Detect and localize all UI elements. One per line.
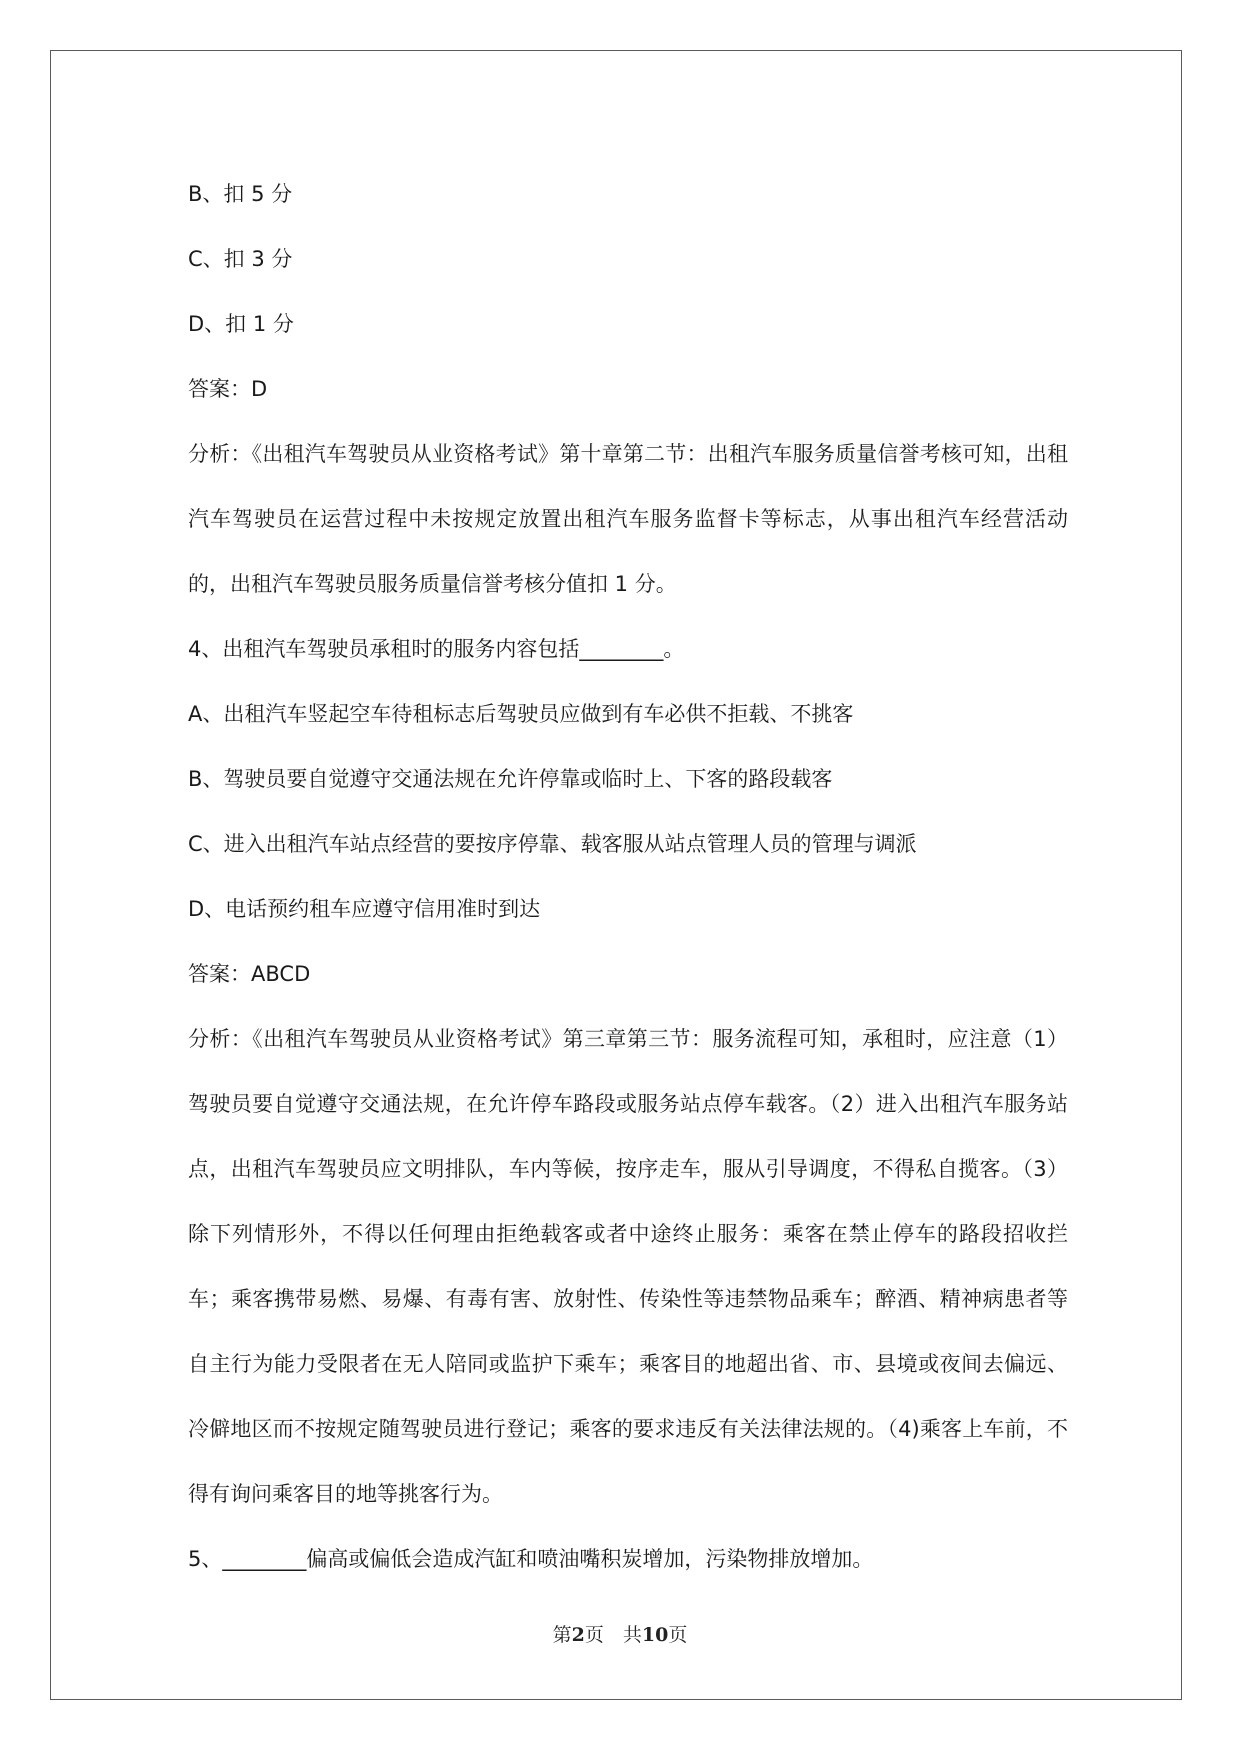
analysis-q4: 分析：《出租汽车驾驶员从业资格考试》第三章第三节：服务流程可知，承租时，应注意（1）驾驶员要自觉遵守交通法规，在允许停车路段或服务站点停车载客。（2）进入出租汽车服务站点，出租汽车驾驶员应文明排队，车内等候，按序走车，服从引导调度，不得私自揽客。（3）除下列情形外，不得以任何理由拒绝载客或者中途终止服务：乘客在禁止停车的路段招收拦车；乘客携带易燃、易爆、有毒有害、放射性、传染性等违禁物品乘车；醉酒、精神病患者等自主行为能力受限者在无人陪同或监护下乘车；乘客目的地超出省、市、县境或夜间去偏远、冷僻地区而不按规定随驾驶员进行登记；乘客的要求违反有关法律法规的。（4)乘客上车前，不得有询问乘客目的地等挑客行为。 (188, 1027, 1068, 1506)
footer-mid: 页 共 (584, 1624, 642, 1646)
question-5: 5、________偏高或偏低会造成汽缸和喷油嘴积炭增加，污染物排放增加。 (188, 1547, 874, 1571)
page-footer (0, 1620, 1240, 1647)
footer-suffix: 页 (668, 1624, 688, 1646)
answer-q4: 答案：ABCD (188, 962, 311, 986)
footer-total-pages: 10 (641, 1624, 669, 1646)
q4-option-b: B、驾驶员要自觉遵守交通法规在允许停靠或临时上、下客的路段载客 (188, 767, 833, 791)
footer-prefix: 第 (552, 1624, 572, 1646)
question-4: 4、出租汽车驾驶员承租时的服务内容包括________。 (188, 637, 685, 661)
option-d: D、扣 1 分 (188, 312, 294, 336)
q4-option-c: C、进入出租汽车站点经营的要按序停靠、载客服从站点管理人员的管理与调派 (188, 832, 917, 856)
option-b: B、扣 5 分 (188, 182, 293, 206)
q4-option-d: D、电话预约租车应遵守信用准时到达 (188, 897, 541, 921)
answer-q3: 答案：D (188, 377, 268, 401)
document-body (188, 162, 1068, 1592)
footer-page-number: 2 (571, 1624, 585, 1646)
analysis-q3: 分析：《出租汽车驾驶员从业资格考试》第十章第二节：出租汽车服务质量信誉考核可知，出租汽车驾驶员在运营过程中未按规定放置出租汽车服务监督卡等标志，从事出租汽车经营活动的，出租汽车驾驶员服务质量信誉考核分值扣 1 分。 (188, 442, 1068, 596)
q4-option-a: A、出租汽车竖起空车待租标志后驾驶员应做到有车必供不拒载、不挑客 (188, 702, 854, 726)
option-c: C、扣 3 分 (188, 247, 293, 271)
